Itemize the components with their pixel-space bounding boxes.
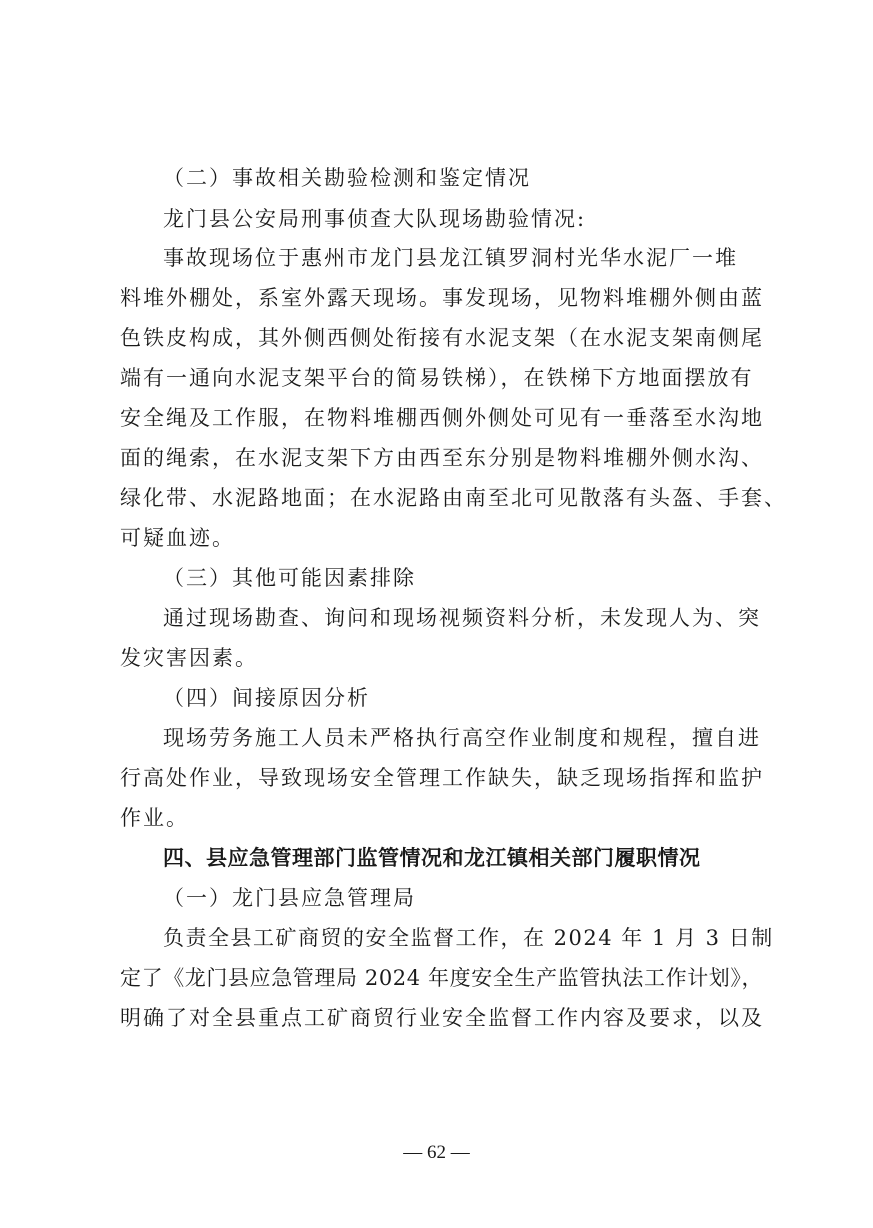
chapter-heading: 四、县应急管理部门监管情况和龙江镇相关部门履职情况 — [163, 846, 701, 870]
paragraph-line: 端有一通向水泥支架平台的简易铁梯），在铁梯下方地面摆放有 — [120, 366, 754, 390]
paragraph-line: 色铁皮构成，其外侧西侧处衔接有水泥支架（在水泥支架南侧尾 — [120, 326, 764, 350]
paragraph-line: 现场劳务施工人员未严格执行高空作业制度和规程，擅自进 — [163, 726, 761, 750]
section-heading-4: （四）间接原因分析 — [163, 686, 370, 710]
section-heading-3: （三）其他可能因素排除 — [163, 566, 416, 590]
paragraph-line: 通过现场勘查、询问和现场视频资料分析，未发现人为、突 — [163, 606, 761, 630]
paragraph-line: 料堆外棚处，系室外露天现场。事发现场，见物料堆棚外侧由蓝 — [120, 286, 764, 310]
paragraph-line: 明确了对全县重点工矿商贸行业安全监督工作内容及要求，以及 — [120, 1006, 764, 1030]
paragraph-line: 发灾害因素。 — [120, 646, 258, 670]
paragraph-line: 可疑血迹。 — [120, 526, 235, 550]
paragraph-line: 行高处作业，导致现场安全管理工作缺失，缺乏现场指挥和监护 — [120, 766, 764, 790]
paragraph-line: 安全绳及工作服，在物料堆棚西侧外侧处可见有一垂落至水沟地 — [120, 406, 764, 430]
paragraph-line: 事故现场位于惠州市龙门县龙江镇罗洞村光华水泥厂一堆 — [163, 246, 738, 270]
page-number: — 62 — — [403, 1142, 470, 1163]
paragraph-line: 负责全县工矿商贸的安全监督工作，在 2024 年 1 月 3 日制 — [163, 926, 774, 950]
section-heading-2: （二）事故相关勘验检测和鉴定情况 — [163, 166, 531, 190]
paragraph-line: 定了《龙门县应急管理局 2024 年度安全生产监管执法工作计划》， — [120, 966, 764, 990]
paragraph-line: 龙门县公安局刑事侦查大队现场勘验情况: — [163, 207, 587, 231]
paragraph-line: 绿化带、水泥路地面；在水泥路由南至北可见散落有头盔、手套、 — [120, 486, 787, 510]
paragraph-line: 作业。 — [120, 806, 189, 830]
paragraph-line: 面的绳索，在水泥支架下方由西至东分别是物料堆棚外侧水沟、 — [120, 446, 764, 470]
section-heading-1: （一）龙门县应急管理局 — [163, 886, 416, 910]
